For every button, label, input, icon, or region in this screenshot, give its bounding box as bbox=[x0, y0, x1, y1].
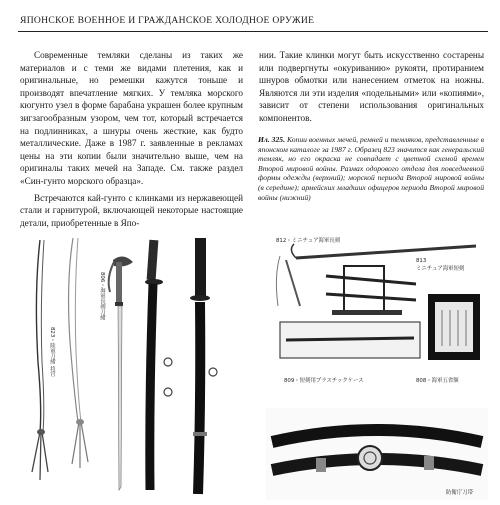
paragraph: нии. Такие клинки могут быть искусственно состарены или подвергнуты «окуриванию» рукояти, протиранием шнуров обмотки или нанесением отметок на ножны. Являются ли эти изделия «подельными» или «копиями», зависит от степени использования оригинальных компонентов. bbox=[259, 50, 484, 123]
tassel-label-823: 823・陸軍刀緒 将官 bbox=[49, 327, 55, 377]
belts-photo bbox=[266, 408, 488, 500]
naval-sword bbox=[109, 256, 133, 490]
paragraph: Современные темляки сделаны из таких же материалов и с теми же видами плетения, как и оригинальные, но ремешки кажутся тоньше и производят впечатление мягких. У темляка морского кюгунто узел в форме барабана украшен более крупным зигзагообразным узором, чем тот, который встречается на подлинниках, а шнуры очень жесткие, как будто металлические. Даже в 1987 г. заявленные в рекламах цены на эти копии были значительно выше, чем на оригиналы таких мечей на Западе. См. также раздел «Син-гунто морского образца». bbox=[20, 50, 243, 186]
figure-caption bbox=[258, 135, 484, 202]
label-813: 813 ミニチュア海軍短剣 bbox=[416, 258, 465, 272]
belts-illustration bbox=[266, 408, 488, 500]
right-text-column bbox=[259, 49, 484, 125]
label-808: 808・海軍五省額 bbox=[416, 378, 459, 384]
caption-text: Копии военных мечей, ремней и темляков, представленные в японском каталоге за 1987 г. Образец 823 значится как генеральский темляк, но его окраска не совпадает с цветной схемой времен Второй мировой войны. Размах одорового отдела для повседневной формы одежды (верхний); морской периода Второй мировой войны (в середине); армейских младших офицеров периода Второй мировой войны (нижний) bbox=[258, 135, 485, 202]
tassel-cord-2 bbox=[69, 238, 88, 468]
belt-buckle bbox=[358, 446, 382, 470]
running-title: ЯПОНСКОЕ ВОЕННОЕ И ГРАЖДАНСКОЕ ХОЛОДНОЕ ОРУЖИЕ bbox=[20, 15, 315, 26]
katana-1 bbox=[145, 240, 172, 490]
paragraph: Встречаются кай-гунто с клинками из нержавеющей стали и гарнитурой, включающей некоторые настоящие детали, приобретенные в Япо- bbox=[20, 192, 243, 228]
page-header bbox=[18, 15, 488, 32]
sword-label-806: 806・海軍長剣刀緒 bbox=[99, 272, 105, 321]
miniature-dirk bbox=[276, 256, 300, 306]
framed-plaque bbox=[428, 294, 480, 360]
label-belt: 防衛庁刀帯 bbox=[446, 490, 473, 496]
swords-photo bbox=[18, 232, 246, 500]
caption-label: Ил. 325. bbox=[258, 135, 285, 144]
label-809: 809・短剣用プラスチックケース bbox=[284, 378, 364, 384]
left-text-column bbox=[20, 49, 243, 229]
tassel-cord-1 bbox=[32, 240, 48, 480]
katana-2 bbox=[190, 238, 217, 494]
label-812: 812・ミニチュア海軍長剣 bbox=[276, 238, 341, 244]
miniatures-photo bbox=[266, 236, 488, 401]
